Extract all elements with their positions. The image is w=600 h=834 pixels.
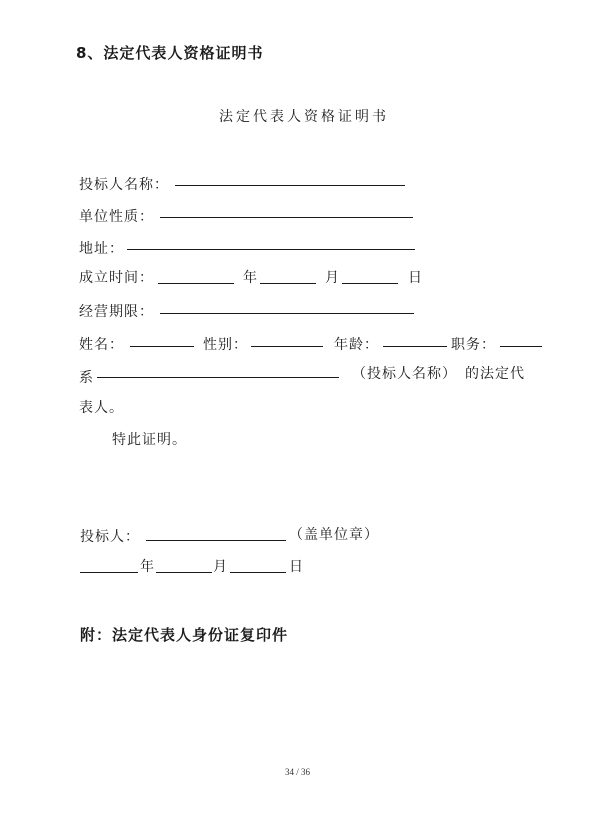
- attachment-note: 附：法定代表人身份证复印件: [80, 626, 289, 644]
- gender-label: 性别：: [203, 337, 248, 353]
- established-year-blank[interactable]: [158, 283, 234, 284]
- legal-rep-continuation: 表人。: [79, 400, 124, 416]
- page-number: 34 / 36: [285, 767, 311, 777]
- established-day-label: 日: [408, 270, 423, 286]
- bidder-name-blank[interactable]: [175, 185, 405, 186]
- unit-nature-label: 单位性质：: [79, 209, 154, 225]
- age-label: 年龄：: [334, 337, 379, 353]
- sign-day-blank[interactable]: [230, 572, 286, 573]
- sign-month-label: 月: [213, 559, 228, 575]
- document-title: 法定代表人资格证明书: [219, 109, 389, 125]
- signature-bidder-label: 投标人：: [80, 529, 140, 545]
- represented-bidder-blank[interactable]: [97, 377, 339, 378]
- name-blank[interactable]: [130, 346, 194, 347]
- is-label: 系: [79, 370, 94, 386]
- legal-rep-suffix: 的法定代: [465, 366, 525, 382]
- established-month-blank[interactable]: [260, 283, 316, 284]
- certify-text: 特此证明。: [112, 432, 187, 448]
- age-blank[interactable]: [383, 346, 447, 347]
- position-blank[interactable]: [500, 346, 542, 347]
- name-label: 姓名：: [79, 337, 124, 353]
- address-blank[interactable]: [127, 249, 415, 250]
- established-label: 成立时间：: [79, 270, 154, 286]
- address-label: 地址：: [79, 241, 124, 257]
- established-year-label: 年: [243, 270, 258, 286]
- sign-day-label: 日: [289, 559, 304, 575]
- established-month-label: 月: [325, 270, 340, 286]
- operating-term-label: 经营期限：: [79, 304, 154, 320]
- seal-note: （盖单位章）: [289, 527, 379, 543]
- sign-year-blank[interactable]: [80, 572, 138, 573]
- gender-blank[interactable]: [251, 346, 323, 347]
- established-day-blank[interactable]: [342, 283, 398, 284]
- bidder-name-label: 投标人名称：: [79, 177, 169, 193]
- sign-month-blank[interactable]: [156, 572, 212, 573]
- position-label: 职务：: [451, 337, 496, 353]
- signature-bidder-blank[interactable]: [146, 540, 286, 541]
- sign-year-label: 年: [140, 559, 155, 575]
- bidder-name-placeholder: （投标人名称）: [352, 366, 457, 382]
- unit-nature-blank[interactable]: [160, 217, 413, 218]
- section-heading: 8、法定代表人资格证明书: [76, 44, 264, 62]
- operating-term-blank[interactable]: [160, 313, 414, 314]
